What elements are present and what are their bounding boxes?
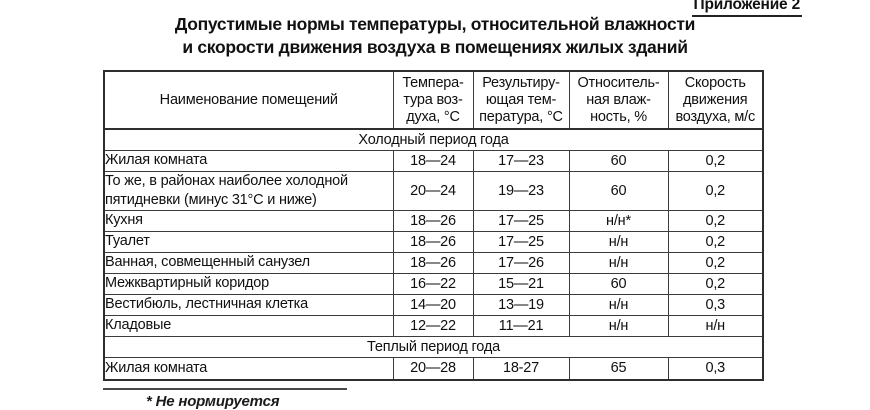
resulting-temp-cell: 17—25: [473, 231, 569, 252]
air-speed-cell: 0,2: [668, 231, 763, 252]
room-name-cell: Ванная, совмещенный санузел: [104, 252, 393, 273]
table-row: [104, 273, 763, 294]
air-temp-cell: 16—22: [393, 273, 473, 294]
air-speed-cell: 0,2: [668, 150, 763, 171]
room-name-cell: Кладовые: [104, 315, 393, 336]
table-row: [104, 150, 763, 171]
air-temp-cell: 18—26: [393, 231, 473, 252]
humidity-cell: н/н: [569, 294, 668, 315]
resulting-temp-cell: 19—23: [473, 171, 569, 210]
table-header: [104, 71, 763, 129]
room-name-cell: Жилая комната: [104, 150, 393, 171]
humidity-cell: н/н: [569, 231, 668, 252]
annex-label: Приложение 2: [692, 0, 803, 17]
air-temp-cell: 20—24: [393, 171, 473, 210]
table-row: [104, 252, 763, 273]
table-header-cell-0: Наименование помещений: [104, 71, 393, 129]
resulting-temp-cell: 11—21: [473, 315, 569, 336]
section-label: Теплый период года: [104, 336, 763, 357]
table-row: [104, 210, 763, 231]
resulting-temp-cell: 17—25: [473, 210, 569, 231]
room-name-cell: Межквартирный коридор: [104, 273, 393, 294]
humidity-cell: н/н*: [569, 210, 668, 231]
table-header-cell-2: Результиру- ющая тем- пература, °С: [473, 71, 569, 129]
air-speed-cell: 0,2: [668, 273, 763, 294]
air-temp-cell: 12—22: [393, 315, 473, 336]
norms-table: [103, 70, 764, 381]
air-speed-cell: 0,2: [668, 171, 763, 210]
resulting-temp-cell: 17—23: [473, 150, 569, 171]
document-title-line2: и скорости движения воздуха в помещениях жилых зданий: [182, 37, 688, 57]
table-row: [104, 231, 763, 252]
table-row: [104, 315, 763, 336]
humidity-cell: 60: [569, 150, 668, 171]
air-speed-cell: 0,2: [668, 252, 763, 273]
table-header-cell-4: Скорость движения воздуха, м/с: [668, 71, 763, 129]
room-name-cell: Вестибюль, лестничная клетка: [104, 294, 393, 315]
resulting-temp-cell: 18-27: [473, 357, 569, 380]
humidity-cell: 60: [569, 273, 668, 294]
air-temp-cell: 18—26: [393, 210, 473, 231]
section-row: [104, 129, 763, 150]
table-header-cell-1: Темпера- тура воз- духа, °С: [393, 71, 473, 129]
room-name-cell: Жилая комната: [104, 357, 393, 380]
resulting-temp-cell: 17—26: [473, 252, 569, 273]
air-speed-cell: н/н: [668, 315, 763, 336]
footnote-text: * Не нормируется: [146, 393, 280, 410]
table-header-cell-3: Относитель- ная влаж- ность, %: [569, 71, 668, 129]
room-name-cell: То же, в районах наиболее холодной пятидневки (минус 31°С и ниже): [104, 171, 393, 210]
air-speed-cell: 0,2: [668, 210, 763, 231]
section-row: [104, 336, 763, 357]
footnote-separator: [103, 388, 347, 390]
air-temp-cell: 18—24: [393, 150, 473, 171]
section-label: Холодный период года: [104, 129, 763, 150]
table-header-row: [104, 71, 763, 129]
resulting-temp-cell: 15—21: [473, 273, 569, 294]
resulting-temp-cell: 13—19: [473, 294, 569, 315]
humidity-cell: н/н: [569, 252, 668, 273]
humidity-cell: н/н: [569, 315, 668, 336]
humidity-cell: 60: [569, 171, 668, 210]
air-temp-cell: 20—28: [393, 357, 473, 380]
humidity-cell: 65: [569, 357, 668, 380]
document-title-line1: Допустимые нормы температуры, относительной влажности: [174, 14, 696, 34]
document-title: [0, 13, 870, 59]
room-name-cell: Туалет: [104, 231, 393, 252]
table-row: [104, 294, 763, 315]
air-temp-cell: 14—20: [393, 294, 473, 315]
air-speed-cell: 0,3: [668, 357, 763, 380]
table-row: [104, 357, 763, 380]
air-temp-cell: 18—26: [393, 252, 473, 273]
air-speed-cell: 0,3: [668, 294, 763, 315]
table-body: [104, 129, 763, 380]
table-row: [104, 171, 763, 210]
room-name-cell: Кухня: [104, 210, 393, 231]
